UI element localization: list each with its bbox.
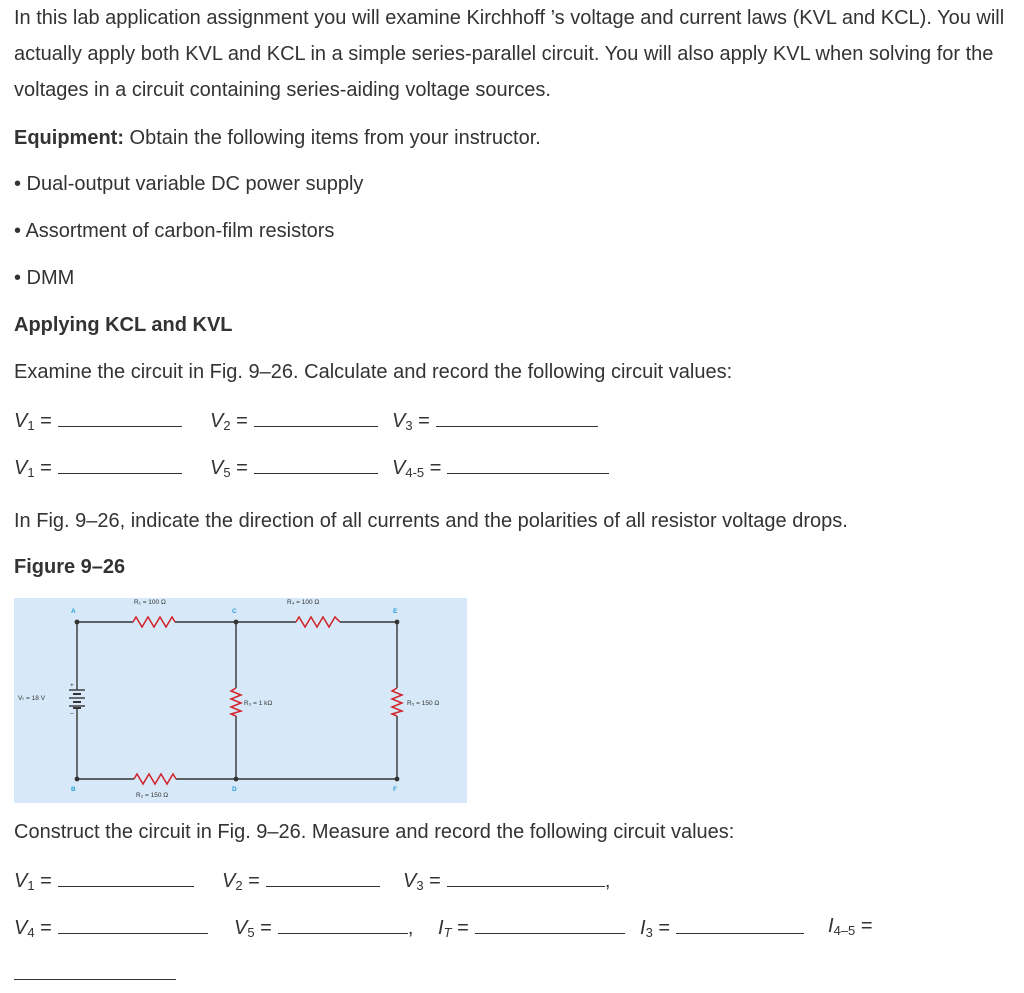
answer-blank-trailing[interactable] <box>14 979 176 980</box>
node-dot <box>395 777 400 782</box>
equipment-line <box>14 120 541 156</box>
node-d-label: D <box>232 786 237 793</box>
node-a-label: A <box>71 608 76 615</box>
measure-field: $V_2$ = <box>222 868 380 893</box>
circuit-diagram <box>14 598 467 803</box>
equipment-item-3: • DMM <box>14 267 75 289</box>
answer-blank[interactable] <box>266 868 380 887</box>
answer-blank[interactable] <box>676 915 804 934</box>
calc-field: $V_1$ = <box>14 408 182 433</box>
node-b-label: B <box>71 786 76 793</box>
calc-field: $V_2$ = <box>210 408 378 433</box>
calc-field: $V_{4-5}$ = <box>392 455 609 480</box>
minus-sign: – <box>70 710 74 717</box>
measure-field: $I_{4-5}$ = <box>828 915 873 938</box>
calc-field: $V_1$ = <box>14 455 182 480</box>
resistor-r3 <box>231 688 241 716</box>
measure-field: $V_4$ = <box>14 915 208 940</box>
answer-blank[interactable] <box>436 408 598 427</box>
battery-icon <box>69 690 85 708</box>
equipment-item-2: • Assortment of carbon-film resistors <box>14 220 335 242</box>
intro-paragraph: In this lab application assignment you will examine Kirchhoff ’s voltage and current laws (KVL and KCL). You will actually apply both KVL and KCL in a simple series-parallel circuit. You will also apply KVL when solving for the voltages in a circuit containing series-aiding voltage sources. <box>14 7 1005 101</box>
source-label: Vₜ = 18 V <box>18 695 46 702</box>
answer-blank[interactable] <box>58 868 194 887</box>
calc-field: $V_3$ = <box>392 408 598 433</box>
measure-field: $V_3$ = , <box>403 870 611 893</box>
calc-instruction: Examine the circuit in Fig. 9–26. Calculate and record the following circuit values: <box>14 361 733 383</box>
figure-title: Figure 9–26 <box>14 556 126 578</box>
r3-label: R₃ = 1 kΩ <box>244 700 273 707</box>
calc-field: $V_5$ = <box>210 455 378 480</box>
answer-blank[interactable] <box>447 455 609 474</box>
answer-blank[interactable] <box>254 408 378 427</box>
node-dot <box>234 777 239 782</box>
section-heading: Applying KCL and KVL <box>14 314 233 336</box>
node-dot <box>75 777 80 782</box>
node-dot <box>234 620 239 625</box>
indicate-instruction: In Fig. 9–26, indicate the direction of all currents and the polarities of all resistor voltage drops. <box>14 510 848 532</box>
resistor-r5 <box>392 688 402 716</box>
node-e-label: E <box>393 608 398 615</box>
answer-blank[interactable] <box>475 915 625 934</box>
resistor-r1 <box>133 617 175 627</box>
node-c-label: C <box>232 608 237 615</box>
r5-label: R₅ = 150 Ω <box>407 700 440 707</box>
equipment-item-1: • Dual-output variable DC power supply <box>14 173 364 195</box>
node-f-label: F <box>393 786 397 793</box>
answer-blank[interactable] <box>58 408 182 427</box>
r4-label: R₄ = 100 Ω <box>287 599 320 606</box>
measure-instruction: Construct the circuit in Fig. 9–26. Measure and record the following circuit values: <box>14 821 735 843</box>
node-dot <box>75 620 80 625</box>
resistor-r4 <box>296 617 340 627</box>
answer-blank[interactable] <box>58 915 208 934</box>
answer-blank[interactable] <box>278 915 408 934</box>
plus-sign: + <box>70 682 74 689</box>
circuit-figure <box>14 598 467 803</box>
answer-blank[interactable] <box>447 868 605 887</box>
node-dot <box>395 620 400 625</box>
measure-field: $V_5$ = , <box>234 917 414 940</box>
equipment-label: Equipment: <box>14 127 124 149</box>
r2-label: R₂ = 150 Ω <box>136 792 169 799</box>
measure-field: $I_T$ = <box>438 915 625 940</box>
r1-label: R₁ = 100 Ω <box>134 599 166 606</box>
answer-blank[interactable] <box>254 455 378 474</box>
equipment-text: Obtain the following items from your instructor. <box>124 127 541 149</box>
measure-field: $I_3$ = <box>640 915 804 940</box>
measure-field: $V_1$ = <box>14 868 194 893</box>
resistor-r2 <box>134 774 176 784</box>
answer-blank[interactable] <box>58 455 182 474</box>
